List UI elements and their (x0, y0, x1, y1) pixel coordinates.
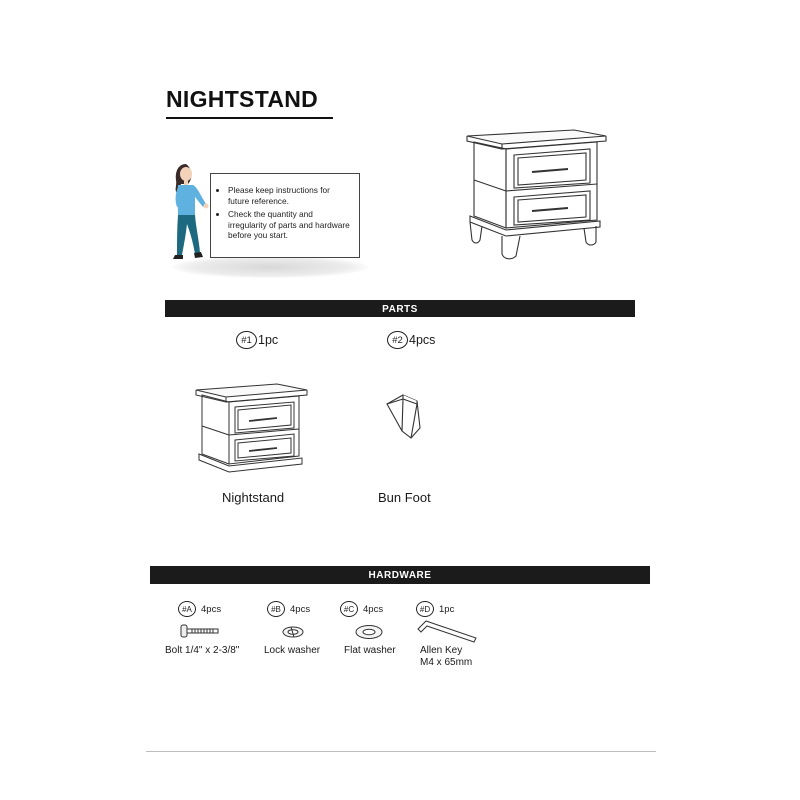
notice-item: • Please keep instructions for future reference. (228, 185, 353, 206)
part-1-label: Nightstand (222, 490, 285, 505)
bolt-icon (178, 623, 222, 639)
hardware-b-qty: 4pcs (290, 603, 311, 615)
allen-key-icon (416, 618, 480, 644)
footer-divider (146, 751, 656, 752)
hardware-a-count (178, 601, 221, 617)
hardware-d-label (420, 645, 472, 669)
nightstand-assembled-icon (462, 124, 610, 266)
flat-washer-icon (354, 623, 384, 641)
hardware-d-qty: 1pc (439, 603, 455, 615)
hardware-c-count (340, 601, 383, 617)
part-1-count (236, 331, 278, 349)
part-2-id: #2 (387, 331, 408, 349)
hardware-a-label: Bolt 1/4" x 2-3/8" (165, 645, 240, 656)
part-2-label: Bun Foot (378, 490, 431, 505)
hardware-a-qty: 4pcs (201, 603, 222, 615)
hardware-header: HARDWARE (150, 566, 650, 584)
lock-washer-icon (281, 625, 305, 639)
hardware-c-id: #C (340, 601, 358, 617)
part-2-count (387, 331, 435, 349)
hardware-b-label: Lock washer (264, 645, 321, 656)
part-1-qty: 1pc (258, 333, 279, 347)
hardware-c-qty: 4pcs (363, 603, 384, 615)
bun-foot-icon (383, 392, 425, 444)
part-2-qty: 4pcs (409, 333, 436, 347)
hardware-b-count (267, 601, 310, 617)
hardware-d-id: #D (416, 601, 434, 617)
title-underline (166, 117, 333, 119)
part-1-id: #1 (236, 331, 257, 349)
woman-figure-icon (166, 160, 216, 265)
page-title: NIGHTSTAND (166, 86, 319, 112)
notice-item: • Check the quantity and irregularity of parts and hardware before you start. (228, 209, 353, 241)
hardware-a-id: #A (178, 601, 196, 617)
hardware-d-label-line1: Allen Key (420, 645, 463, 656)
notice-box (210, 173, 360, 258)
notice-shadow (172, 256, 368, 278)
parts-header: PARTS (165, 300, 635, 317)
nightstand-part-icon (193, 380, 311, 476)
hardware-b-id: #B (267, 601, 285, 617)
hardware-c-label: Flat washer (344, 645, 396, 656)
hardware-d-count (416, 601, 454, 617)
hardware-d-label-line2: M4 x 65mm (420, 657, 473, 668)
